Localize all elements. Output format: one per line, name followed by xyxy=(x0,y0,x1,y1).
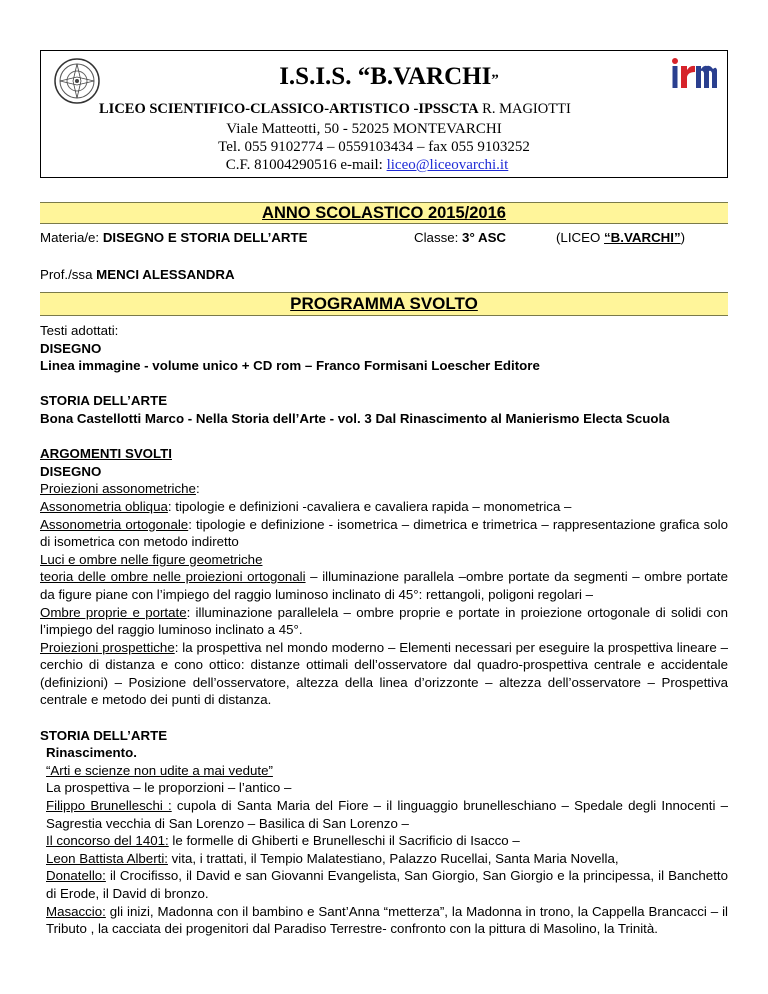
disegno-topic: teoria delle ombre nelle proiezioni ortogonali – illuminazione parallela –ombre portate da segmenti – ombre portate da figure piane con l’impiego del raggio luminoso inclinato di 45°: rettangoli, poligoni regolari – xyxy=(40,569,728,602)
irm-logo xyxy=(669,55,719,95)
professor-row: Prof./ssa MENCI ALESSANDRA xyxy=(40,267,235,282)
letterhead xyxy=(40,50,728,178)
storia-topic: Donatello: il Crocifisso, il David e san Giovanni Evangelista, San Giorgio, San Giorgio e la principessa, il Banchetto di Erode, il David di bronzo. xyxy=(46,868,728,901)
disegno-topic: Luci e ombre nelle figure geometriche xyxy=(40,551,263,567)
liceo: (LICEO “B.VARCHI”) xyxy=(556,230,686,245)
storia-topic: Filippo Brunelleschi : cupola di Santa Maria del Fiore – il linguaggio brunelleschiano – Spedale degli Innocenti – Sagrestia vecchia di San Lorenzo – Basilica di San Lorenzo – xyxy=(46,798,728,831)
testi-storia-book: Bona Castellotti Marco - Nella Storia dell’Arte - vol. 3 Dal Rinascimento al Manierismo Electa Scuola xyxy=(40,410,670,426)
disegno-topic: Ombre proprie e portate: illuminazione parallelela – ombre proprie e portate in proiezione ortogonale di solidi con l’impiego del raggio luminoso inclinato a 45°. xyxy=(40,604,728,638)
materia-value: DISEGNO E STORIA DELL’ARTE xyxy=(102,230,308,245)
testi-disegno-book: Linea immagine - volume unico + CD rom – Franco Formisani Loescher Editore xyxy=(40,358,540,374)
disegno-topic: Proiezioni prospettiche: la prospettiva nel mondo moderno – Elementi necessari per eseguire la prospettiva lineare – cerchio di distanza e cono ottico: distanze ottimali dell’osservatore dal quadro-prospettiva centrale e accidentale (definizioni) – Posizione dell’osservatore, altezza della linea d’orizzonte – altezza dell’osservatore – Prospettiva centrale e metodo dei punti di distanza. xyxy=(40,639,728,708)
argomenti-disegno-label: DISEGNO xyxy=(40,463,102,479)
testi-disegno-label: DISEGNO xyxy=(40,340,102,356)
professor-name: MENCI ALESSANDRA xyxy=(96,267,235,282)
body-content xyxy=(40,322,728,938)
storia-intro: La prospettiva – le proporzioni – l’antico – xyxy=(46,780,292,796)
school-phones: Tel. 055 9102774 – 0559103434 – fax 055 9103252 xyxy=(218,139,530,155)
storia-topic: Masaccio: gli inizi, Madonna con il bambino e Sant’Anna “metterza”, la Madonna in trono, la Cappella Brancacci – il Tributo , la cacciata dei progenitori dal Paradiso Terrestre- confronto con la pittura di Masolino, la Trinità. xyxy=(46,903,728,937)
disegno-topic: Assonometria ortogonale: tipologie e definizione - isometrica – dimetrica e trimetrica – rappresentazione grafica solo di isometrica con metodo indiretto xyxy=(40,516,728,550)
school-subtitle: LICEO SCIENTIFICO-CLASSICO-ARTISTICO -IPSSCTA R. MAGIOTTI xyxy=(99,101,571,117)
classe: Classe: 3° ASC xyxy=(414,230,507,245)
testi-storia-label: STORIA DELL’ARTE xyxy=(40,393,168,409)
storia-heading: STORIA DELL’ARTE xyxy=(40,727,168,743)
storia-quote: “Arti e scienze non udite a mai vedute” xyxy=(46,762,273,778)
disegno-topic: Proiezioni assonometriche: xyxy=(40,481,200,497)
storia-period: Rinascimento. xyxy=(46,745,137,761)
programma-banner: PROGRAMMA SVOLTO xyxy=(40,292,728,316)
argomenti-heading: ARGOMENTI SVOLTI xyxy=(40,446,172,462)
school-year-banner: ANNO SCOLASTICO 2015/2016 xyxy=(40,202,728,224)
school-address: Viale Matteotti, 50 - 52025 MONTEVARCHI xyxy=(226,121,502,137)
materia-row: Materia/e: DISEGNO E STORIA DELL’ARTE Classe: 3° ASC (LICEO “B.VARCHI”) xyxy=(40,230,686,245)
email-link[interactable]: liceo@liceovarchi.it xyxy=(386,157,509,173)
storia-topic: Il concorso del 1401: le formelle di Ghiberti e Brunelleschi il Sacrificio di Isacco – xyxy=(46,833,520,849)
storia-topic: Leon Battista Alberti: vita, i trattati, il Tempio Malatestiano, Palazzo Rucellai, Santa Maria Novella, xyxy=(46,850,619,866)
school-title: I.S.I.S. “B.VARCHI” xyxy=(279,63,499,90)
testi-heading: Testi adottati: xyxy=(40,323,119,338)
disegno-topic: Assonometria obliqua: tipologie e definizioni -cavaliera e cavaliera rapida – monometrica – xyxy=(40,498,572,514)
school-cf-email: C.F. 81004290516 e-mail: liceo@liceovarchi.it xyxy=(225,157,509,173)
